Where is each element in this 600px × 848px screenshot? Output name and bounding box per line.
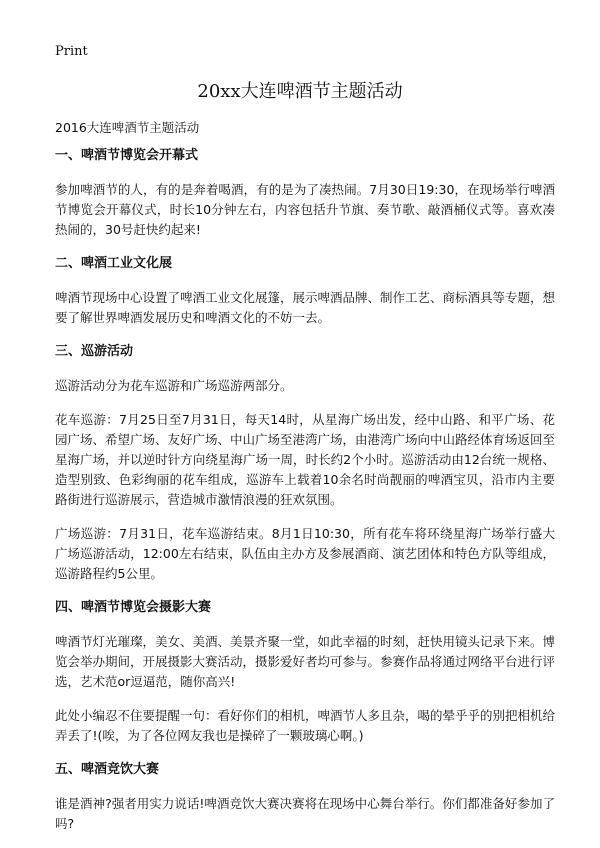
section-industry-exhibition (55, 254, 555, 328)
section-heading: 四、啤酒节博览会摄影大赛 (55, 600, 212, 615)
paragraph: 啤酒节现场中心设置了啤酒工业文化展篷，展示啤酒品牌、制作工艺、商标酒具等专题，想要了解世界啤酒发展历史和啤酒文化的不妨一去。 (55, 290, 556, 325)
section-drinking-contest (55, 760, 555, 834)
paragraph: 广场巡游：7月31日，花车巡游结束。8月1日10:30，所有花车将环绕星海广场举行盛大广场巡游活动，12:00左右结束，队伍由主办方及参展酒商、演艺团体和特色方队等组成，巡游路程约5公里。 (55, 526, 555, 581)
paragraph: 此处小编忍不住要提醒一句：看好你们的相机，啤酒节人多且杂，喝的晕乎乎的别把相机给弄丢了!(唉，为了各位网友我也是操碎了一颗玻璃心啊。) (55, 708, 556, 743)
document-subtitle: 2016大连啤酒节主题活动 (55, 120, 200, 135)
paragraph: 巡游活动分为花车巡游和广场巡游两部分。 (55, 378, 293, 393)
section-heading: 五、啤酒竞饮大赛 (55, 762, 160, 777)
document-title: 20xx大连啤酒节主题活动 (197, 81, 403, 102)
section-heading: 二、啤酒工业文化展 (55, 256, 173, 271)
paragraph: 啤酒节灯光璀璨，美女、美酒、美景齐聚一堂，如此幸福的时刻，赶快用镜头记录下来。博览会举办期间，开展摄影大赛活动，摄影爱好者均可参与。参赛作品将通过网络平台进行评选，艺术范or逗逼范，随你高兴! (55, 634, 556, 689)
paragraph: 花车巡游：7月25日至7月31日，每天14时，从星海广场出发，经中山路、和平广场、花园广场、希望广场、友好广场、中山广场至港湾广场，由港湾广场向中山路经体育场返回至星海广场，并以逆时针方向绕星海广场一周，时长约2个小时。巡游活动由12台统一规格、造型别致、色彩绚丽的花车组成，巡游车上载着10余名时尚靓丽的啤酒宝贝，沿市内主要路街进行巡游展示，营造城市激情浪漫的狂欢氛围。 (55, 412, 556, 507)
section-parade (55, 342, 555, 584)
section-photo-contest (55, 598, 555, 746)
section-heading: 三、巡游活动 (55, 344, 134, 359)
section-opening-ceremony (55, 146, 555, 240)
print-link[interactable]: Print (55, 44, 88, 59)
document-body (55, 118, 555, 848)
paragraph: 参加啤酒节的人，有的是奔着喝酒，有的是为了凑热闹。7月30日19:30，在现场举行啤酒节博览会开幕仪式，时长10分钟左右，内容包括升节旗、奏节歌、敲酒桶仪式等。喜欢凑热闹的，30号赶快约起来! (55, 182, 555, 237)
section-heading: 一、啤酒节博览会开幕式 (55, 148, 199, 163)
paragraph: 谁是酒神?强者用实力说话!啤酒竞饮大赛决赛将在现场中心舞台举行。你们都准备好参加了吗? (55, 796, 555, 831)
